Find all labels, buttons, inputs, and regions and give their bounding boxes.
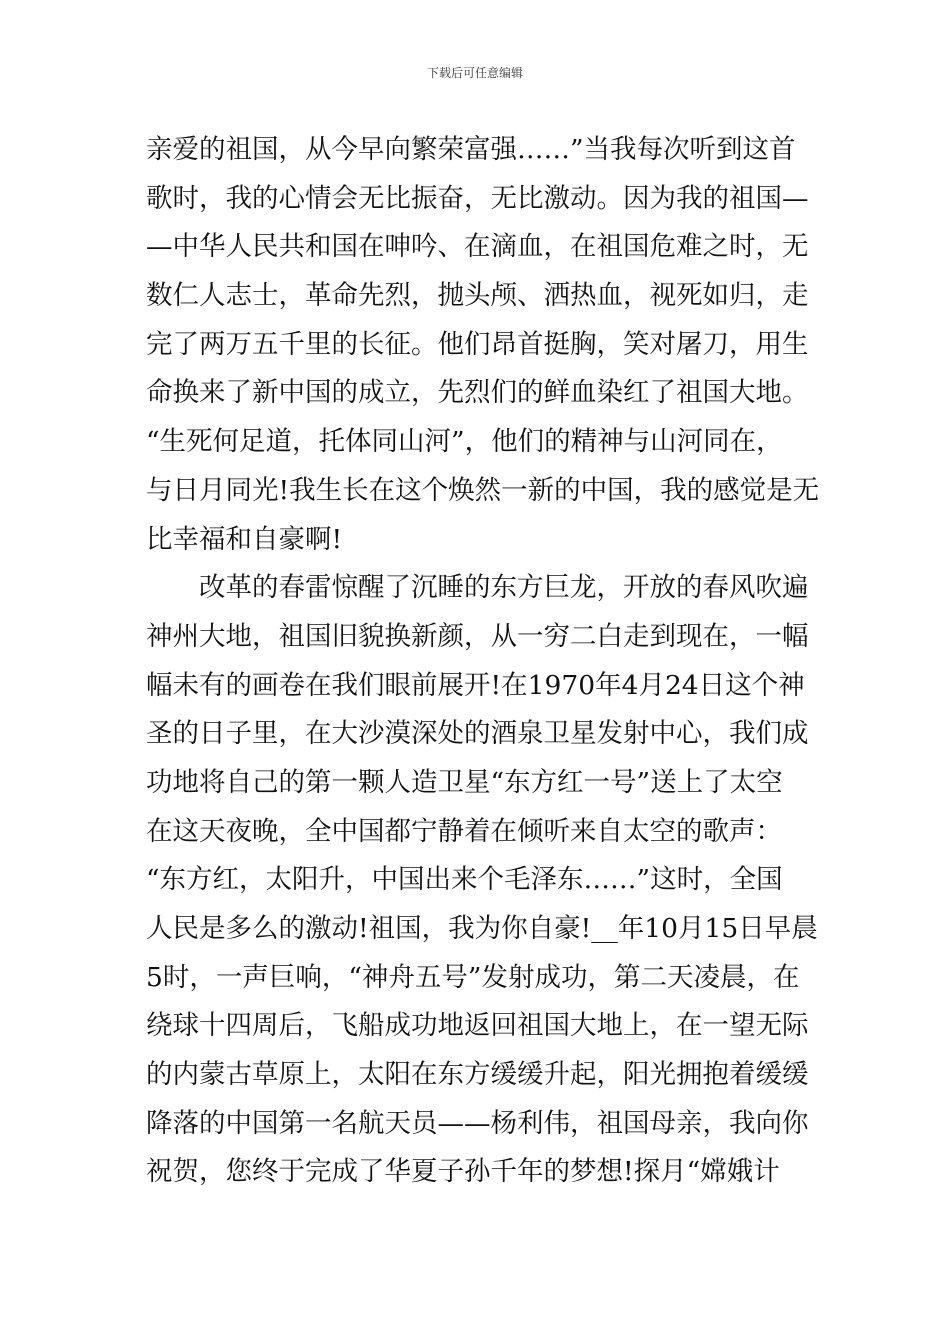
- text-line: —中华人民共和国在呻吟、在滴血，在祖国危难之时，无: [146, 231, 809, 263]
- text-line: 圣的日子里，在大沙漠深处的酒泉卫星发射中心，我们成: [146, 718, 809, 750]
- text-line: 比幸福和自豪啊!: [146, 523, 343, 555]
- text-line: 神州大地，祖国旧貌换新颜，从一穷二白走到现在，一幅: [146, 620, 809, 652]
- page-header: 下载后可任意编辑: [426, 66, 523, 80]
- text-line-indented: 改革的春雷惊醒了沉睡的东方巨龙，开放的春风吹遍: [199, 572, 809, 604]
- text-line: “东方红，太阳升，中国出来个毛泽东……”这时，全国: [146, 864, 783, 896]
- text-line: 命换来了新中国的成立，先烈们的鲜血染红了祖国大地。: [146, 377, 809, 409]
- text-line: 歌时，我的心情会无比振奋，无比激动。因为我的祖国—: [146, 182, 809, 214]
- text-line: 的内蒙古草原上，太阳在东方缓缓升起，阳光拥抱着缓缓: [146, 1059, 809, 1091]
- paragraph-1: [146, 126, 820, 564]
- document-body: [146, 126, 820, 1197]
- text-line: 完了两万五千里的长征。他们昂首挺胸，笑对屠刀，用生: [146, 328, 809, 360]
- text-line: 在这天夜晚，全中国都宁静着在倾听来自太空的歌声：: [146, 815, 782, 847]
- text-line: 5时，一声巨响，“神舟五号”发射成功，第二天凌晨，在: [146, 961, 800, 993]
- paragraph-2: [146, 564, 818, 1197]
- text-line: 数仁人志士，革命先烈，抛头颅、洒热血，视死如归，走: [146, 280, 809, 312]
- text-line: 亲爱的祖国，从今早向繁荣富强……”当我每次听到这首: [146, 134, 796, 165]
- text-line: 祝贺，您终于完成了华夏子孙千年的梦想!探月“嫦娥计: [146, 1156, 780, 1188]
- text-line: “生死何足道，托体同山河”，他们的精神与山河同在，: [146, 426, 783, 458]
- text-line: 与日月同光!我生长在这个焕然一新的中国，我的感觉是无: [146, 474, 820, 506]
- text-line: 绕球十四周后，飞船成功地返回祖国大地上，在一望无际: [146, 1010, 809, 1042]
- text-line: 人民是多么的激动!祖国，我为你自豪!__年10月15日早晨: [146, 913, 818, 944]
- text-line: 降落的中国第一名航天员——杨利伟，祖国母亲，我向你: [146, 1107, 809, 1139]
- text-line: 幅未有的画卷在我们眼前展开!在1970年4月24日这个神: [146, 669, 805, 701]
- text-line: 功地将自己的第一颗人造卫星“东方红一号”送上了太空: [146, 766, 783, 798]
